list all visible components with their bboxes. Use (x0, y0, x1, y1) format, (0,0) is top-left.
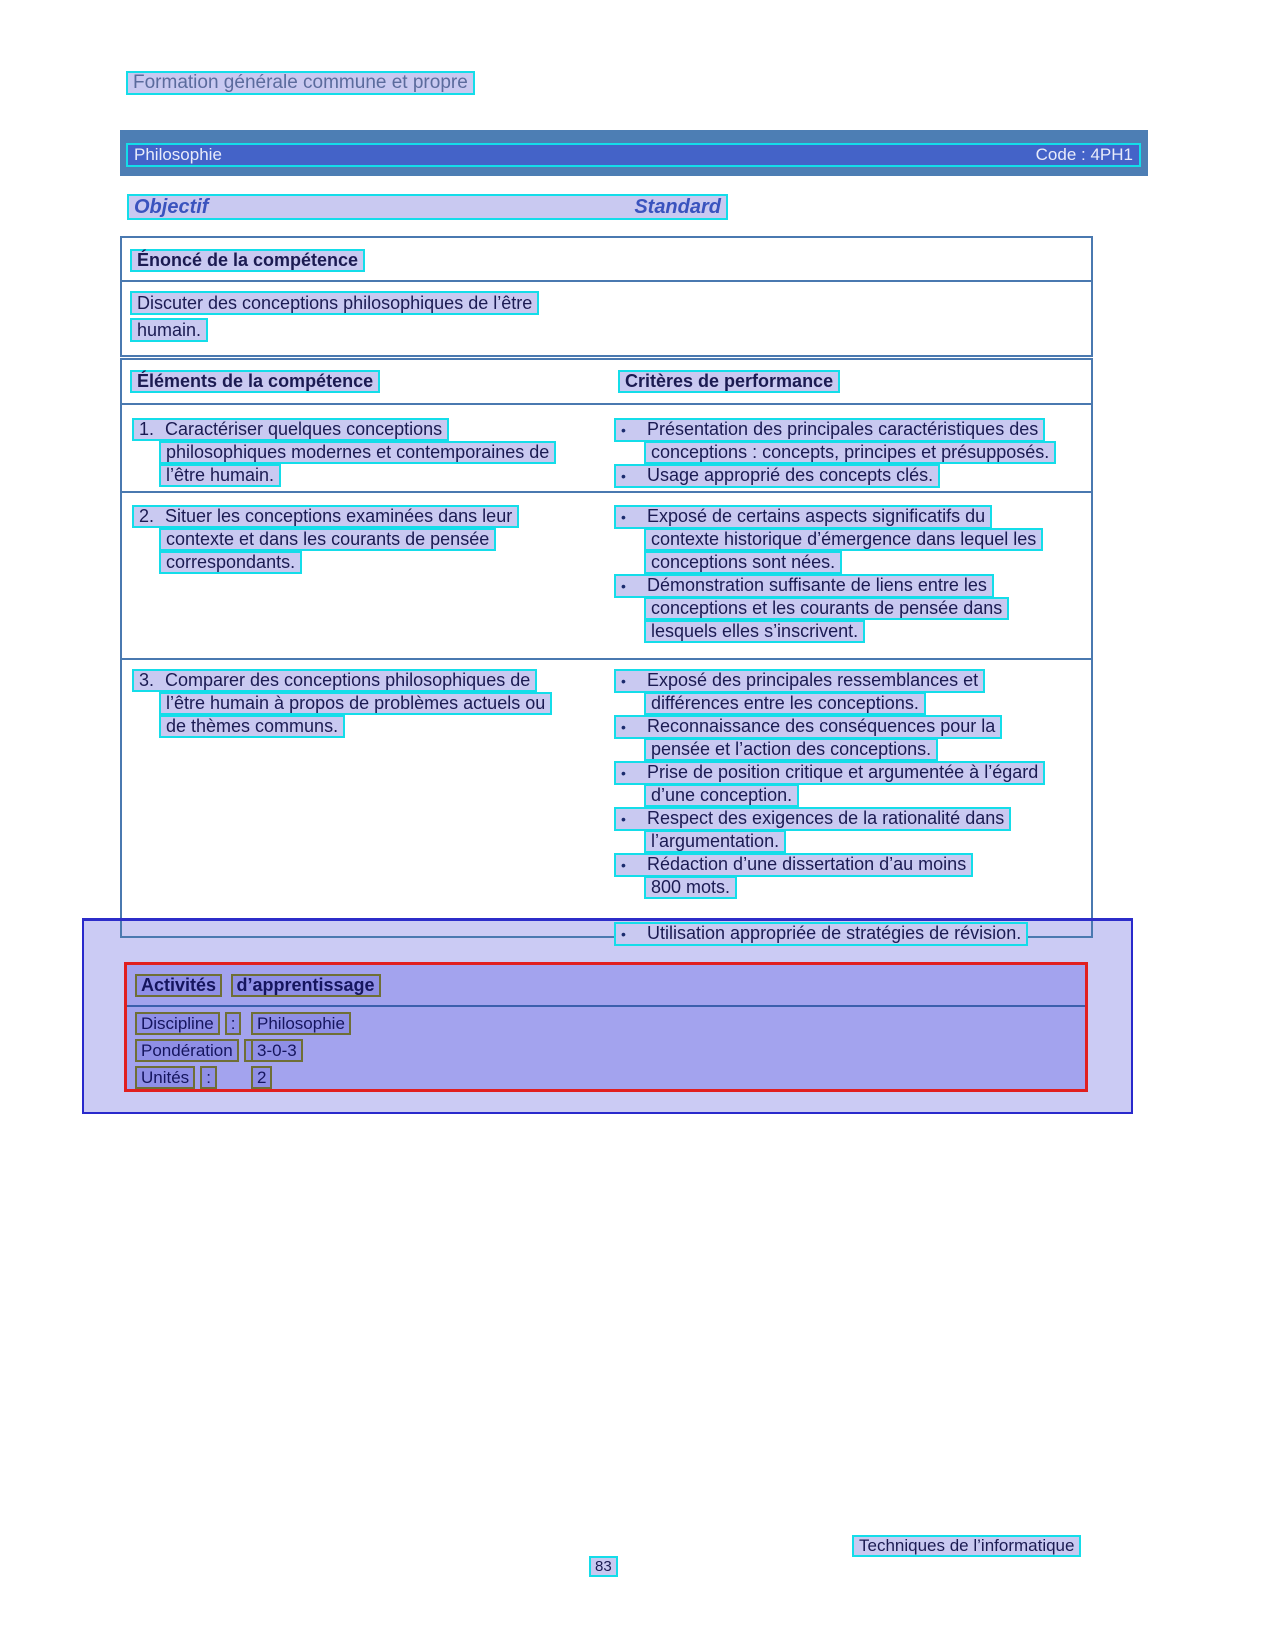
bullet-icon: • (621, 926, 626, 942)
objectif-standard-strip (127, 194, 728, 220)
bullet-line: • Démonstration suffisante de liens entre les (614, 574, 994, 598)
col-header-elements: Éléments de la compétence (130, 370, 380, 393)
text-line: 1. Caractériser quelques conceptions (132, 418, 449, 441)
bullet-line: • Prise de position critique et argumentée à l’égard (614, 761, 1045, 785)
course-title: Philosophie (134, 145, 222, 164)
activities-header-word: Activités (135, 974, 222, 997)
bullet-line: • Exposé de certains aspects significatifs du (614, 505, 992, 529)
activities-row-ponderation (135, 1039, 1085, 1066)
text-line: l’être humain à propos de problèmes actuels ou (159, 692, 552, 715)
annotation-region-top-border (82, 918, 1133, 921)
row-label: Unités (135, 1066, 195, 1089)
item-number: 1. (139, 419, 155, 439)
enonce-header-text: Énoncé de la compétence (130, 249, 365, 272)
page-number-text: 83 (589, 1556, 618, 1577)
bullet-line: • Rédaction d’une dissertation d’au moins (614, 853, 973, 877)
text-line: 2. Situer les conceptions examinées dans leur (132, 505, 519, 528)
text-line: l’être humain. (159, 464, 281, 487)
row-value: Philosophie (251, 1012, 351, 1035)
text-line: 800 mots. (644, 876, 737, 899)
enonce-table-body (122, 282, 1091, 355)
criteria-cell (614, 505, 1086, 643)
bullet-icon: • (621, 857, 626, 873)
objectif-heading: Objectif (134, 196, 209, 218)
table-row (122, 405, 1091, 493)
document-section-label (126, 71, 475, 95)
row-label: Discipline (135, 1012, 220, 1035)
footer-program-name (852, 1535, 1081, 1557)
bullet-icon: • (621, 673, 626, 689)
course-header-bar (120, 130, 1148, 176)
col-header-criteres: Critères de performance (618, 370, 840, 393)
page-number (589, 1556, 618, 1577)
bullet-line: • Reconnaissance des conséquences pour la (614, 715, 1002, 739)
activities-row-unites (135, 1066, 1085, 1093)
text-line: l’argumentation. (644, 830, 786, 853)
text-line: de thèmes communs. (159, 715, 345, 738)
criteria-cell (614, 418, 1086, 487)
row-value: 2 (251, 1066, 272, 1089)
bullet-line: • Exposé des principales ressemblances et (614, 669, 985, 693)
competence-table-header (122, 360, 1091, 405)
bullet-icon: • (621, 468, 626, 484)
bullet-line: • Présentation des principales caractéristiques des (614, 418, 1045, 442)
text-line: conceptions : concepts, principes et présupposés. (644, 441, 1056, 464)
text-line: Discuter des conceptions philosophiques de l’être (130, 291, 539, 315)
bullet-icon: • (621, 719, 626, 735)
activities-box (124, 962, 1088, 1092)
text-line: lesquels elles s’inscrivent. (644, 620, 865, 643)
activities-header-word: d’apprentissage (231, 974, 381, 997)
bullet-icon: • (621, 578, 626, 594)
enonce-table (120, 236, 1093, 357)
text-line: humain. (130, 318, 208, 342)
table-row (122, 493, 1091, 660)
bullet-icon: • (621, 422, 626, 438)
text-line: conceptions et les courants de pensée dans (644, 597, 1009, 620)
text-line: philosophiques modernes et contemporaines de (159, 441, 556, 464)
row-label: Pondération (135, 1039, 239, 1062)
criteria-cell (614, 669, 1086, 946)
text-line: contexte historique d’émergence dans lequel les (644, 528, 1043, 551)
bullet-line: • Respect des exigences de la rationalité dans (614, 807, 1011, 831)
enonce-table-header (122, 238, 1091, 282)
row-colon: : (200, 1066, 217, 1089)
text-line: conceptions sont nées. (644, 551, 842, 574)
text-line: différences entre les conceptions. (644, 692, 926, 715)
text-line: 3. Comparer des conceptions philosophiques de (132, 669, 537, 692)
top-label-text: Formation générale commune et propre (126, 71, 475, 95)
text-line: contexte et dans les courants de pensée (159, 528, 496, 551)
bullet-line: • Utilisation appropriée de stratégies de révision. (614, 922, 1028, 946)
footer-program-text: Techniques de l’informatique (852, 1535, 1081, 1557)
row-value: 3-0-3 (251, 1039, 303, 1062)
bullet-icon: • (621, 811, 626, 827)
activities-rows (127, 1007, 1085, 1093)
element-cell (132, 505, 610, 574)
table-row (122, 660, 1091, 943)
element-cell (132, 669, 610, 738)
standard-heading: Standard (634, 196, 721, 218)
course-code: Code : 4PH1 (1035, 145, 1133, 164)
course-header-highlight (126, 143, 1141, 167)
item-number: 3. (139, 670, 155, 690)
row-colon: : (225, 1012, 242, 1035)
competence-table (120, 358, 1093, 943)
text-line: correspondants. (159, 551, 302, 574)
bullet-icon: • (621, 765, 626, 781)
element-cell (132, 418, 610, 487)
bullet-icon: • (621, 509, 626, 525)
activities-row-discipline (135, 1012, 1085, 1039)
text-line: d’une conception. (644, 784, 799, 807)
bullet-line: • Usage approprié des concepts clés. (614, 464, 940, 488)
activities-header (127, 965, 1085, 997)
text-line: pensée et l’action des conceptions. (644, 738, 938, 761)
item-number: 2. (139, 506, 155, 526)
